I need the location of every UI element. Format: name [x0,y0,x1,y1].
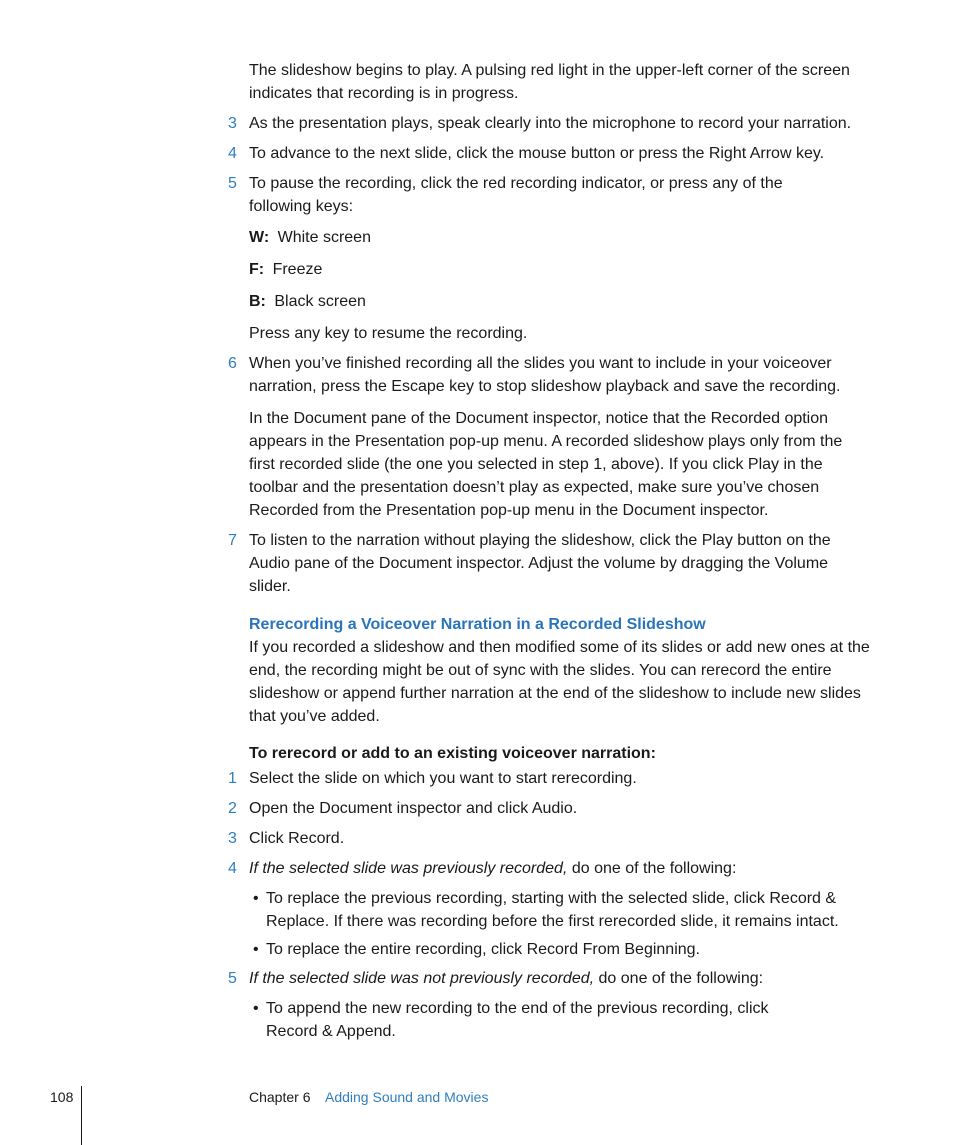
step-number: 3 [228,115,237,132]
step-number: 1 [228,770,237,787]
step-text: To listen to the narration without playing the slideshow, click the Play button on the Audio pane of the Document inspector. Adjust the volume by dragging the Volume slider. [249,532,831,595]
footer-chapter: Chapter 6 [249,1089,311,1105]
step-instruction: do one of the following: [594,970,764,987]
step-text: Select the slide on which you want to start rerecording. [249,770,637,787]
step-number: 5 [228,175,237,192]
step-text: To pause the recording, click the red recording indicator, or press any of the following keys: [249,175,783,215]
page-number: 108 [50,1089,74,1105]
step-number: 5 [228,970,237,987]
step-note: In the Document pane of the Document inspector, notice that the Recorded option appears in the Presentation pop-up menu. A recorded slideshow plays only from the first recorded slide (the one you selected in step 1, above). If you click Play in the toolbar and the presentation doesn’t play as expected, make sure you’ve chosen Recorded from the Presentation pop-up menu in the Document inspector. [249,410,843,519]
step-condition: If the selected slide was not previously recorded, [249,970,595,987]
step-text [249,857,874,880]
step-number: 3 [228,830,237,847]
bullet-icon: • [253,890,259,907]
key-letter: F: [249,261,265,278]
key-description: Freeze [272,261,323,278]
step-number: 2 [228,800,237,817]
section-heading: Rerecording a Voiceover Narration in a Recorded Slideshow [249,616,706,633]
step-text: Click Record. [249,830,345,847]
key-item [249,226,371,249]
bullet-icon: • [253,1000,259,1017]
key-item [249,290,366,313]
step-text [249,967,874,990]
section-intro: If you recorded a slideshow and then modified some of its slides or add new ones at the end, the recording might be out of sync with the slides. You can rerecord the entire slideshow or append further narration at the end of the slideshow to include new slides that you’ve added. [249,639,870,725]
step-text: As the presentation plays, speak clearly into the microphone to record your narration. [249,115,852,132]
step-number: 4 [228,145,237,162]
step-text: Open the Document inspector and click Audio. [249,800,578,817]
key-description: White screen [277,229,371,246]
bullet-item: To replace the previous recording, starting with the selected slide, click Record & Replace. If there was recording before the first rerecorded slide, it remains intact. [266,890,839,930]
intro-paragraph: The slideshow begins to play. A pulsing red light in the upper-left corner of the screen indicates that recording is in progress. [249,62,850,102]
key-item [249,258,322,281]
footer-divider [81,1086,82,1145]
step-number: 7 [228,532,237,549]
step-instruction: do one of the following: [567,860,737,877]
bullet-icon: • [253,941,259,958]
bullet-item: To append the new recording to the end of the previous recording, click Record & Append. [266,1000,769,1040]
footer-chapter-title[interactable]: Adding Sound and Movies [325,1089,489,1105]
key-letter: W: [249,229,270,246]
resume-text: Press any key to resume the recording. [249,325,528,342]
bullet-item: To replace the entire recording, click Record From Beginning. [266,941,700,958]
step-condition: If the selected slide was previously recorded, [249,860,568,877]
key-description: Black screen [274,293,366,310]
step-text: To advance to the next slide, click the mouse button or press the Right Arrow key. [249,145,825,162]
step-text: When you’ve finished recording all the slides you want to include in your voiceover narration, press the Escape key to stop slideshow playback and save the recording. [249,355,841,395]
step-number: 6 [228,355,237,372]
step-number: 4 [228,860,237,877]
key-letter: B: [249,293,266,310]
task-heading: To rerecord or add to an existing voiceover narration: [249,745,656,762]
